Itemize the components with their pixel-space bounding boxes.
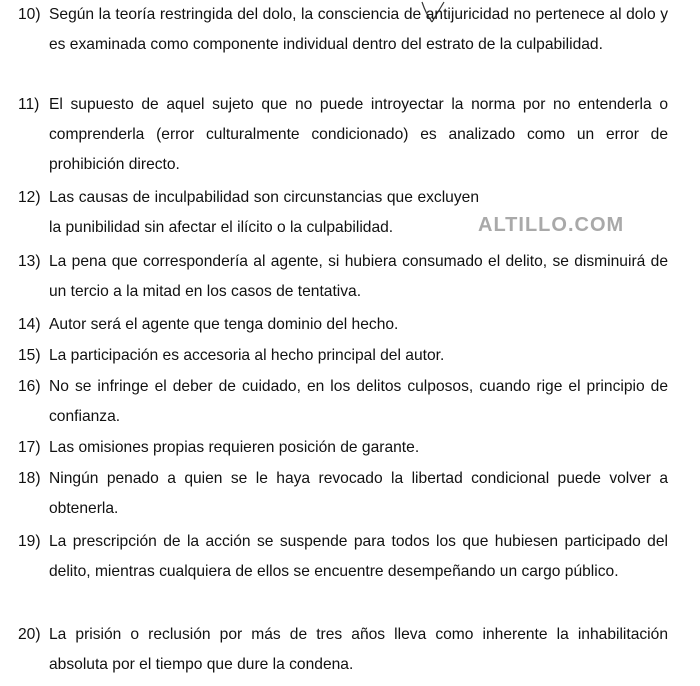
item-number: 12) (18, 189, 41, 206)
item-number: 19) (18, 533, 41, 550)
item-text: Las omisiones propias requieren posición de garante. (49, 439, 420, 456)
list-item (18, 341, 668, 371)
list-item (18, 433, 668, 463)
item-number: 18) (18, 470, 41, 487)
item-text: La pena que correspondería al agente, si hubiera consumado el delito, se disminuirá de un tercio a la mitad en los casos de tentativa. (49, 253, 668, 300)
item-text: La prescripción de la acción se suspende para todos los que hubiesen participado del delito, mientras cualquiera de ellos se encuentre desempeñando un cargo público. (49, 533, 668, 580)
list-item (18, 527, 668, 587)
item-number: 11) (18, 96, 40, 113)
item-number: 17) (18, 439, 41, 456)
item-text: El supuesto de aquel sujeto que no puede introyectar la norma por no entenderla o comprenderla (error culturalmente condicionado) es analizado como un error de prohibición directo. (49, 96, 668, 173)
item-number: 20) (18, 626, 41, 643)
item-text: Ningún penado a quien se le haya revocado la libertad condicional puede volver a obtenerla. (49, 470, 668, 517)
list-item (18, 0, 668, 60)
item-number: 10) (18, 6, 41, 23)
list-item (18, 464, 668, 524)
watermark: ALTILLO.COM (478, 214, 625, 236)
list-item (18, 372, 668, 432)
list-item (18, 310, 668, 340)
list-item (18, 620, 668, 680)
item-text: Según la teoría restringida del dolo, la consciencia de antijuricidad no pertenece al dolo y es examinada como componente individual dentro del estrato de la culpabilidad. (49, 6, 668, 53)
list-item (18, 90, 668, 180)
item-text: La prisión o reclusión por más de tres años lleva como inherente la inhabilitación absoluta por el tiempo que dure la condena. (49, 626, 668, 673)
item-number: 14) (18, 316, 41, 333)
item-text: La participación es accesoria al hecho principal del autor. (49, 347, 445, 364)
item-text: Las causas de inculpabilidad son circunstancias que excluyen la punibilidad sin afectar el ilícito o la culpabilidad. (49, 189, 479, 236)
item-number: 16) (18, 378, 41, 395)
list-item (18, 247, 668, 307)
item-text: No se infringe el deber de cuidado, en los delitos culposos, cuando rige el principio de confianza. (49, 378, 668, 425)
item-number: 13) (18, 253, 41, 270)
item-number: 15) (18, 347, 41, 364)
item-text: Autor será el agente que tenga dominio del hecho. (49, 316, 399, 333)
